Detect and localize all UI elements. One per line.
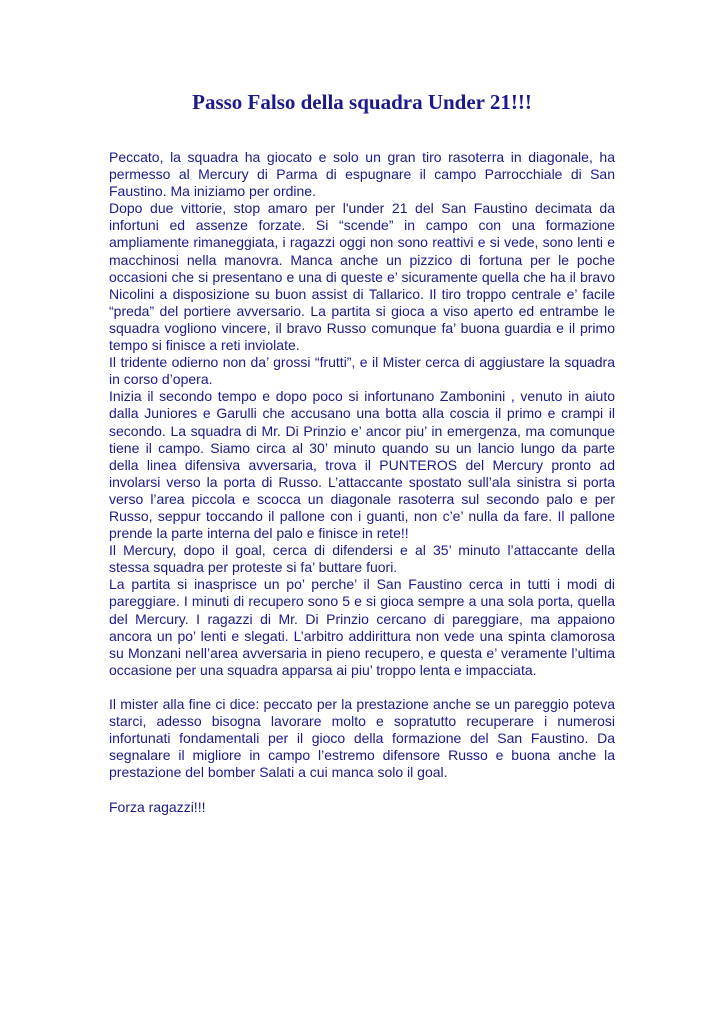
paragraph-tridente: Il tridente odierno non da’ grossi “frutti”, e il Mister cerca di aggiustare la squadra in corso d’opera. — [109, 354, 615, 388]
paragraph-coach-comment: Il mister alla fine ci dice: peccato per la prestazione anche se un pareggio poteva starci, adesso bisogna lavorare molto e sopratutto recuperare i numerosi infortunati fondamentali per il gioco della formazione del San Faustino. Da segnalare il migliore in campo l’estremo difensore Russo e buona anche la prestazione del bomber Salati a cui manca solo il goal. — [109, 696, 615, 781]
page-title: Passo Falso della squadra Under 21!!! — [192, 90, 532, 114]
paragraph-expulsion: Il Mercury, dopo il goal, cerca di difendersi e al 35’ minuto l’attaccante della stessa squadra per proteste si fa’ buttare fuori. — [109, 542, 615, 576]
paragraph-recovery: La partita si inasprisce un po’ perche’ il San Faustino cerca in tutti i modi di pareggiare. I minuti di recupero sono 5 e si gioca sempre a una sola porta, quella del Mercury. I ragazzi di Mr. Di Prinzio cercano di pareggiare, ma appaiono ancora un po’ lenti e slegati. L’arbitro addirittura non vede una spinta clamorosa su Monzani nell’area avversaria in pieno recupero, e questa e’ veramente l’ultima occasione per una squadra apparsa ai piu’ troppo lenta e impacciata. — [109, 576, 615, 678]
paragraph-closing: Forza ragazzi!!! — [109, 798, 206, 815]
article-body — [109, 149, 615, 816]
paragraph-first-half: Dopo due vittorie, stop amaro per l'under 21 del San Faustino decimata da infortuni ed assenze forzate. Si “scende” in campo con una formazione ampliamente rimaneggiata, i ragazzi oggi non sono reattivi e si vede, sono lenti e macchinosi nella manovra. Manca anche un pizzico di fortuna per le poche occasioni che si presentano e una di queste e’ sicuramente quella che ha il bravo Nicolini a disposizione su buon assist di Tallarico. Il tiro troppo centrale e’ facile “preda” del portiere avversario. La partita si gioca a viso aperto ed entrambe le squadra vogliono vincere, il bravo Russo comunque fa’ buona guardia e il primo tempo si finisce a reti inviolate. — [109, 200, 615, 354]
paragraph-intro: Peccato, la squadra ha giocato e solo un gran tiro rasoterra in diagonale, ha permesso al Mercury di Parma di espugnare il campo Parrocchiale di San Faustino. Ma iniziamo per ordine. — [109, 149, 615, 200]
paragraph-second-half: Inizia il secondo tempo e dopo poco si infortunano Zambonini , venuto in aiuto dalla Juniores e Garulli che accusano una botta alla coscia il primo e crampi il secondo. La squadra di Mr. Di Prinzio e’ ancor piu’ in emergenza, ma comunque tiene il campo. Siamo circa al 30’ minuto quando su un lancio lungo da parte della linea difensiva avversaria, trova il PUNTEROS del Mercury pronto ad involarsi verso la porta di Russo. L’attaccante spostato sull’ala sinistra si porta verso l’area piccola e scocca un diagonale rasoterra sul secondo palo e per Russo, seppur toccando il pallone con i guanti, non c’e’ nulla da fare. Il pallone prende la parte interna del palo e finisce in rete!! — [109, 388, 615, 542]
